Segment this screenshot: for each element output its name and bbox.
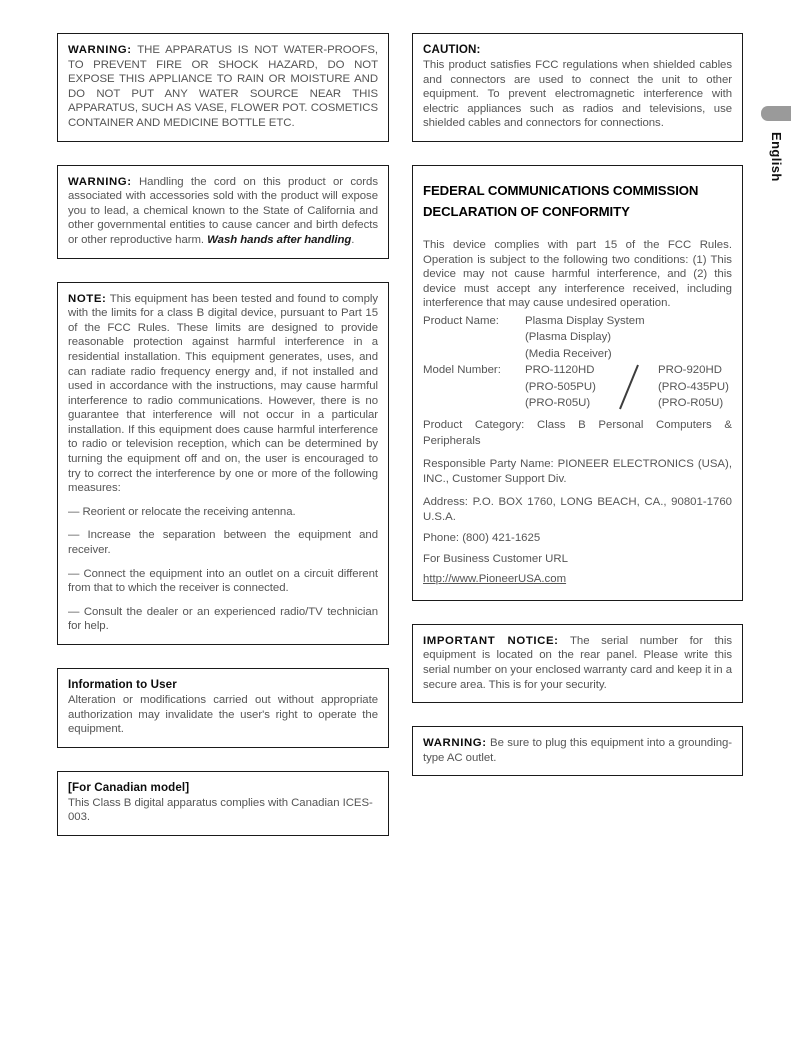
note-fcc-text — [68, 292, 378, 496]
model-column-a — [525, 362, 620, 411]
warning-water-text — [68, 43, 378, 131]
note-fcc-measure: — Consult the dealer or an experienced radio/TV technician for help. — [68, 605, 378, 633]
left-column — [57, 33, 389, 836]
canadian-model-heading: [For Canadian model] — [68, 780, 190, 794]
business-url-label: For Business Customer URL — [423, 552, 568, 565]
warning-ground-text — [423, 736, 732, 765]
model-value: (PRO-R05U) — [525, 396, 591, 409]
model-value: (PRO-R05U) — [658, 396, 724, 409]
fcc-declaration-box — [412, 165, 743, 601]
model-column-b — [620, 362, 732, 411]
warning-cord-label: WARNING: — [68, 175, 132, 188]
warning-ground-box — [412, 726, 743, 776]
model-value: (PRO-435PU) — [658, 380, 729, 393]
warning-cord-body: Handling the cord on this product or cords associated with accessories sold with the product will expose you to lead, a chemical known to the State of California and other governmental entities to cause cancer and birth defects or other reproductive harm. — [68, 175, 378, 246]
address-text: Address: P.O. BOX 1760, LONG BEACH, CA., 90801-1760 U.S.A. — [423, 495, 732, 524]
model-value: PRO-920HD — [658, 364, 722, 377]
model-value: (PRO-505PU) — [525, 380, 596, 393]
product-name-row — [423, 313, 732, 362]
caution-box — [412, 33, 743, 142]
product-name-value: Plasma Display System — [525, 314, 645, 327]
phone-text: Phone: (800) 421-1625 — [423, 531, 541, 544]
canadian-model-box — [57, 771, 389, 836]
language-side-tab — [761, 106, 791, 182]
information-to-user-heading: Information to User — [68, 678, 177, 691]
warning-cord-emphasis: Wash hands after handling — [207, 233, 352, 246]
note-fcc-measure: — Increase the separation between the equipment and receiver. — [68, 529, 378, 557]
business-url-link[interactable]: http://www.PioneerUSA.com — [423, 573, 567, 586]
warning-water-label: WARNING: — [68, 44, 132, 56]
warning-ground-body: Be sure to plug this equipment into a grounding-type AC outlet. — [423, 737, 733, 764]
side-tab-language-label: English — [769, 132, 784, 182]
caution-body: This product satisfies FCC regulations when shielded cables and connectors are used to connect the unit to other equipment. To prevent electromagnetic interference with electric appliances such as radios and televisions, use shielded cables and connectors for connections. — [423, 59, 732, 130]
product-name-values — [525, 313, 732, 362]
model-number-row — [423, 362, 732, 411]
note-fcc-body: This equipment has been tested and found to comply with the limits for a class B digital device, pursuant to Part 15 of the FCC Rules. These limits are designed to provide reasonable protection against harmful interference in a residential installation. This equipment generates, uses, and can radiate radio frequency energy and, if not installed and used in accordance with the instructions, may cause harmful interference to radio communications. However, there is no guarantee that interference will not occur in a particular installation. If this equipment does cause harmful interference to radio or television reception, which can be determined by turning the equipment off and on, the user is encouraged to try to correct the interference by one or more of the following measures: — [68, 292, 378, 495]
model-value: PRO-1120HD — [525, 364, 595, 377]
important-notice-box — [412, 624, 743, 703]
product-name-value: (Media Receiver) — [525, 347, 612, 360]
note-fcc-measure: — Reorient or relocate the receiving antenna. — [68, 505, 296, 518]
warning-water-box — [57, 33, 389, 142]
responsible-party-text: Responsible Party Name: PIONEER ELECTRONICS (USA), INC., Customer Support Div. — [423, 457, 732, 486]
warning-cord-text — [68, 175, 378, 248]
note-fcc-measure: — Connect the equipment into an outlet on a circuit different from that to which the receiver is connected. — [68, 567, 378, 595]
fcc-title-line-1: FEDERAL COMMUNICATIONS COMMISSION — [423, 182, 699, 198]
business-url-link-wrap — [423, 572, 732, 588]
model-number-key: Model Number: — [423, 364, 501, 377]
information-to-user-box — [57, 668, 389, 748]
product-name-value: (Plasma Display) — [525, 331, 612, 344]
important-notice-label: IMPORTANT NOTICE: — [423, 634, 559, 647]
product-category-text: Product Category: Class B Personal Computers & Peripherals — [423, 419, 732, 447]
fcc-title-line-2: DECLARATION OF CONFORMITY — [423, 203, 630, 219]
warning-cord-box — [57, 165, 389, 259]
warning-cord-emphasis-trailing: . — [351, 233, 355, 246]
product-name-key: Product Name: — [423, 314, 499, 327]
fcc-declaration-title — [423, 180, 732, 222]
model-number-columns — [525, 362, 732, 411]
important-notice-body: The serial number for this equipment is located on the rear panel. Please write this serial number on your enclosed warranty card and keep it in a secure area. This is for your security. — [423, 634, 732, 691]
caution-heading: CAUTION: — [423, 43, 481, 56]
warning-ground-label: WARNING: — [423, 737, 487, 750]
right-column — [412, 33, 743, 776]
fcc-intro-text: This device complies with part 15 of the FCC Rules. Operation is subject to the following two conditions: (1) This device may not cause harmful interference, and (2) this device must accept any interference received, including interference that may cause undesired operation. — [423, 238, 732, 310]
important-notice-text — [423, 634, 732, 692]
note-fcc-label: NOTE: — [68, 292, 107, 305]
warning-water-body: THE APPARATUS IS NOT WATER-PROOFS, TO PREVENT FIRE OR SHOCK HAZARD, DO NOT EXPOSE THIS APPLIANCE TO RAIN OR MOISTURE AND DO NOT PUT ANY WATER SOURCE NEAR THIS APPARATUS, SUCH AS VASE, FLOWER POT. COSMETICS CONTAINER AND MEDICINE BOTTLE ETC. — [68, 44, 378, 129]
side-tab-bar — [761, 106, 791, 121]
information-to-user-body: Alteration or modifications carried out without appropriate authorization may invalidate the user's right to operate the equipment. — [68, 694, 378, 736]
canadian-model-body: This Class B digital apparatus complies with Canadian ICES-003. — [68, 796, 373, 824]
note-fcc-box — [57, 282, 389, 645]
